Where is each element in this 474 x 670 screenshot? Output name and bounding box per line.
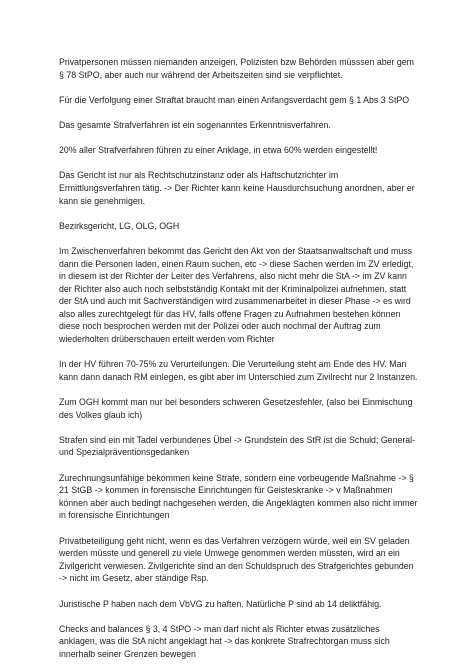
paragraph: Bezirksgericht, LG, OLG, OGH <box>59 220 180 231</box>
paragraph: Das Gericht ist nur als Rechtschutzinstanz oder als Haftschutzrichter im Ermittlungsverfahren tätig. -> Der Richter kann keine Hausdurchsuchung anordnen, aber er kann sie genehmigen. <box>59 170 415 206</box>
paragraph: Für die Verfolgung einer Straftat braucht man einen Anfangsverdacht gem § 1 Abs 3 StPO <box>59 94 410 105</box>
paragraph: 20% aller Strafverfahren führen zu einer Anklage, in etwa 60% werden eingestellt! <box>59 145 378 156</box>
paragraph: Im Zwischenverfahren bekommt das Gericht den Akt von der Staatsanwaltschaft und muss dann die Personen laden, einen Raum suchen, etc -> diese Sachen werden im ZV erledigt, in diesem ist der Richter der Leiter des Verfahrens, also nicht mehr die StA -> im ZV kann der Richter also auch noch selbstständig Kontakt mit der Kriminalpolizei aufnehmen, statt der StA und auch mit Sachverständigen wird zusammenarbeitet in dieser Phase -> es wird also alles zurechtgelegt für das HV, falls offene Fragen zu Aufnahmen bestehen können diese noch besprochen werden mit der Polizei oder auch nochmal der Auftrag zum wiederholten drüberschauen erteilt werden vom Richter <box>59 245 414 345</box>
paragraph: Privatpersonen müssen niemanden anzeigen, Polizisten bzw Behörden müsssen aber gem § 78 StPO, aber auch nur während der Arbeitszeiten sind sie verpflichtet. <box>59 57 415 80</box>
paragraph: Juristische P haben nach dem VbVG zu haften. Natürliche P sind ab 14 deliktfähig. <box>59 598 382 609</box>
paragraph: Das gesamte Strafverfahren ist ein sogenanntes Erkenntnisverfahren. <box>59 119 331 130</box>
paragraph: In der HV führen 70-75% zu Verurteilungen. Die Verurteilung steht am Ende des HV. Man kann dann danach RM einlegen, es gibt aber im Unterschied zum Zivilrecht nur 2 Instanzen. <box>59 359 418 382</box>
paragraph: Zurechnungsunfähige bekommen keine Strafe, sondern eine vorbeugende Maßnahme -> § 21 StGB -> kommen in forensische Einrichtungen für Geisteskranke -> v Maßnahmen können aber auch bedingt nachgesehen werden, die Angeklagten kommen also nicht immer in forensische Einrichtungen <box>59 472 418 521</box>
paragraph: Checks and balances § 3, 4 StPO -> man darf nicht als Richter etwas zusätzliches anklagen, was die StA nicht angeklagt hat -> das konkrete Strafrechtorgan muss sich innerhalb seiner Grenzen bewegen <box>59 623 390 659</box>
paragraph: Privatbeteiligung geht nicht, wenn es das Verfahren verzögern würde, weil ein SV geladen werden müsste und generell zu viele Umwege genommen werden müssten, wird an ein Zivilgericht verwiesen. Zivilgerichte sind an den Schuldspruch des Strafgerichtes gebunden -> nicht im Gesetz, aber ständige Rsp. <box>59 535 414 584</box>
paragraph: Strafen sind ein mit Tadel verbundenes Übel -> Grundstein des StR ist die Schuld; General- und Spezialpräventionsgedanken <box>59 434 416 458</box>
paragraph: Zum OGH kommt man nur bei besonders schweren Gesetzesfehler, (also bei Einmischung des Volkes glaub ich) <box>59 397 413 420</box>
